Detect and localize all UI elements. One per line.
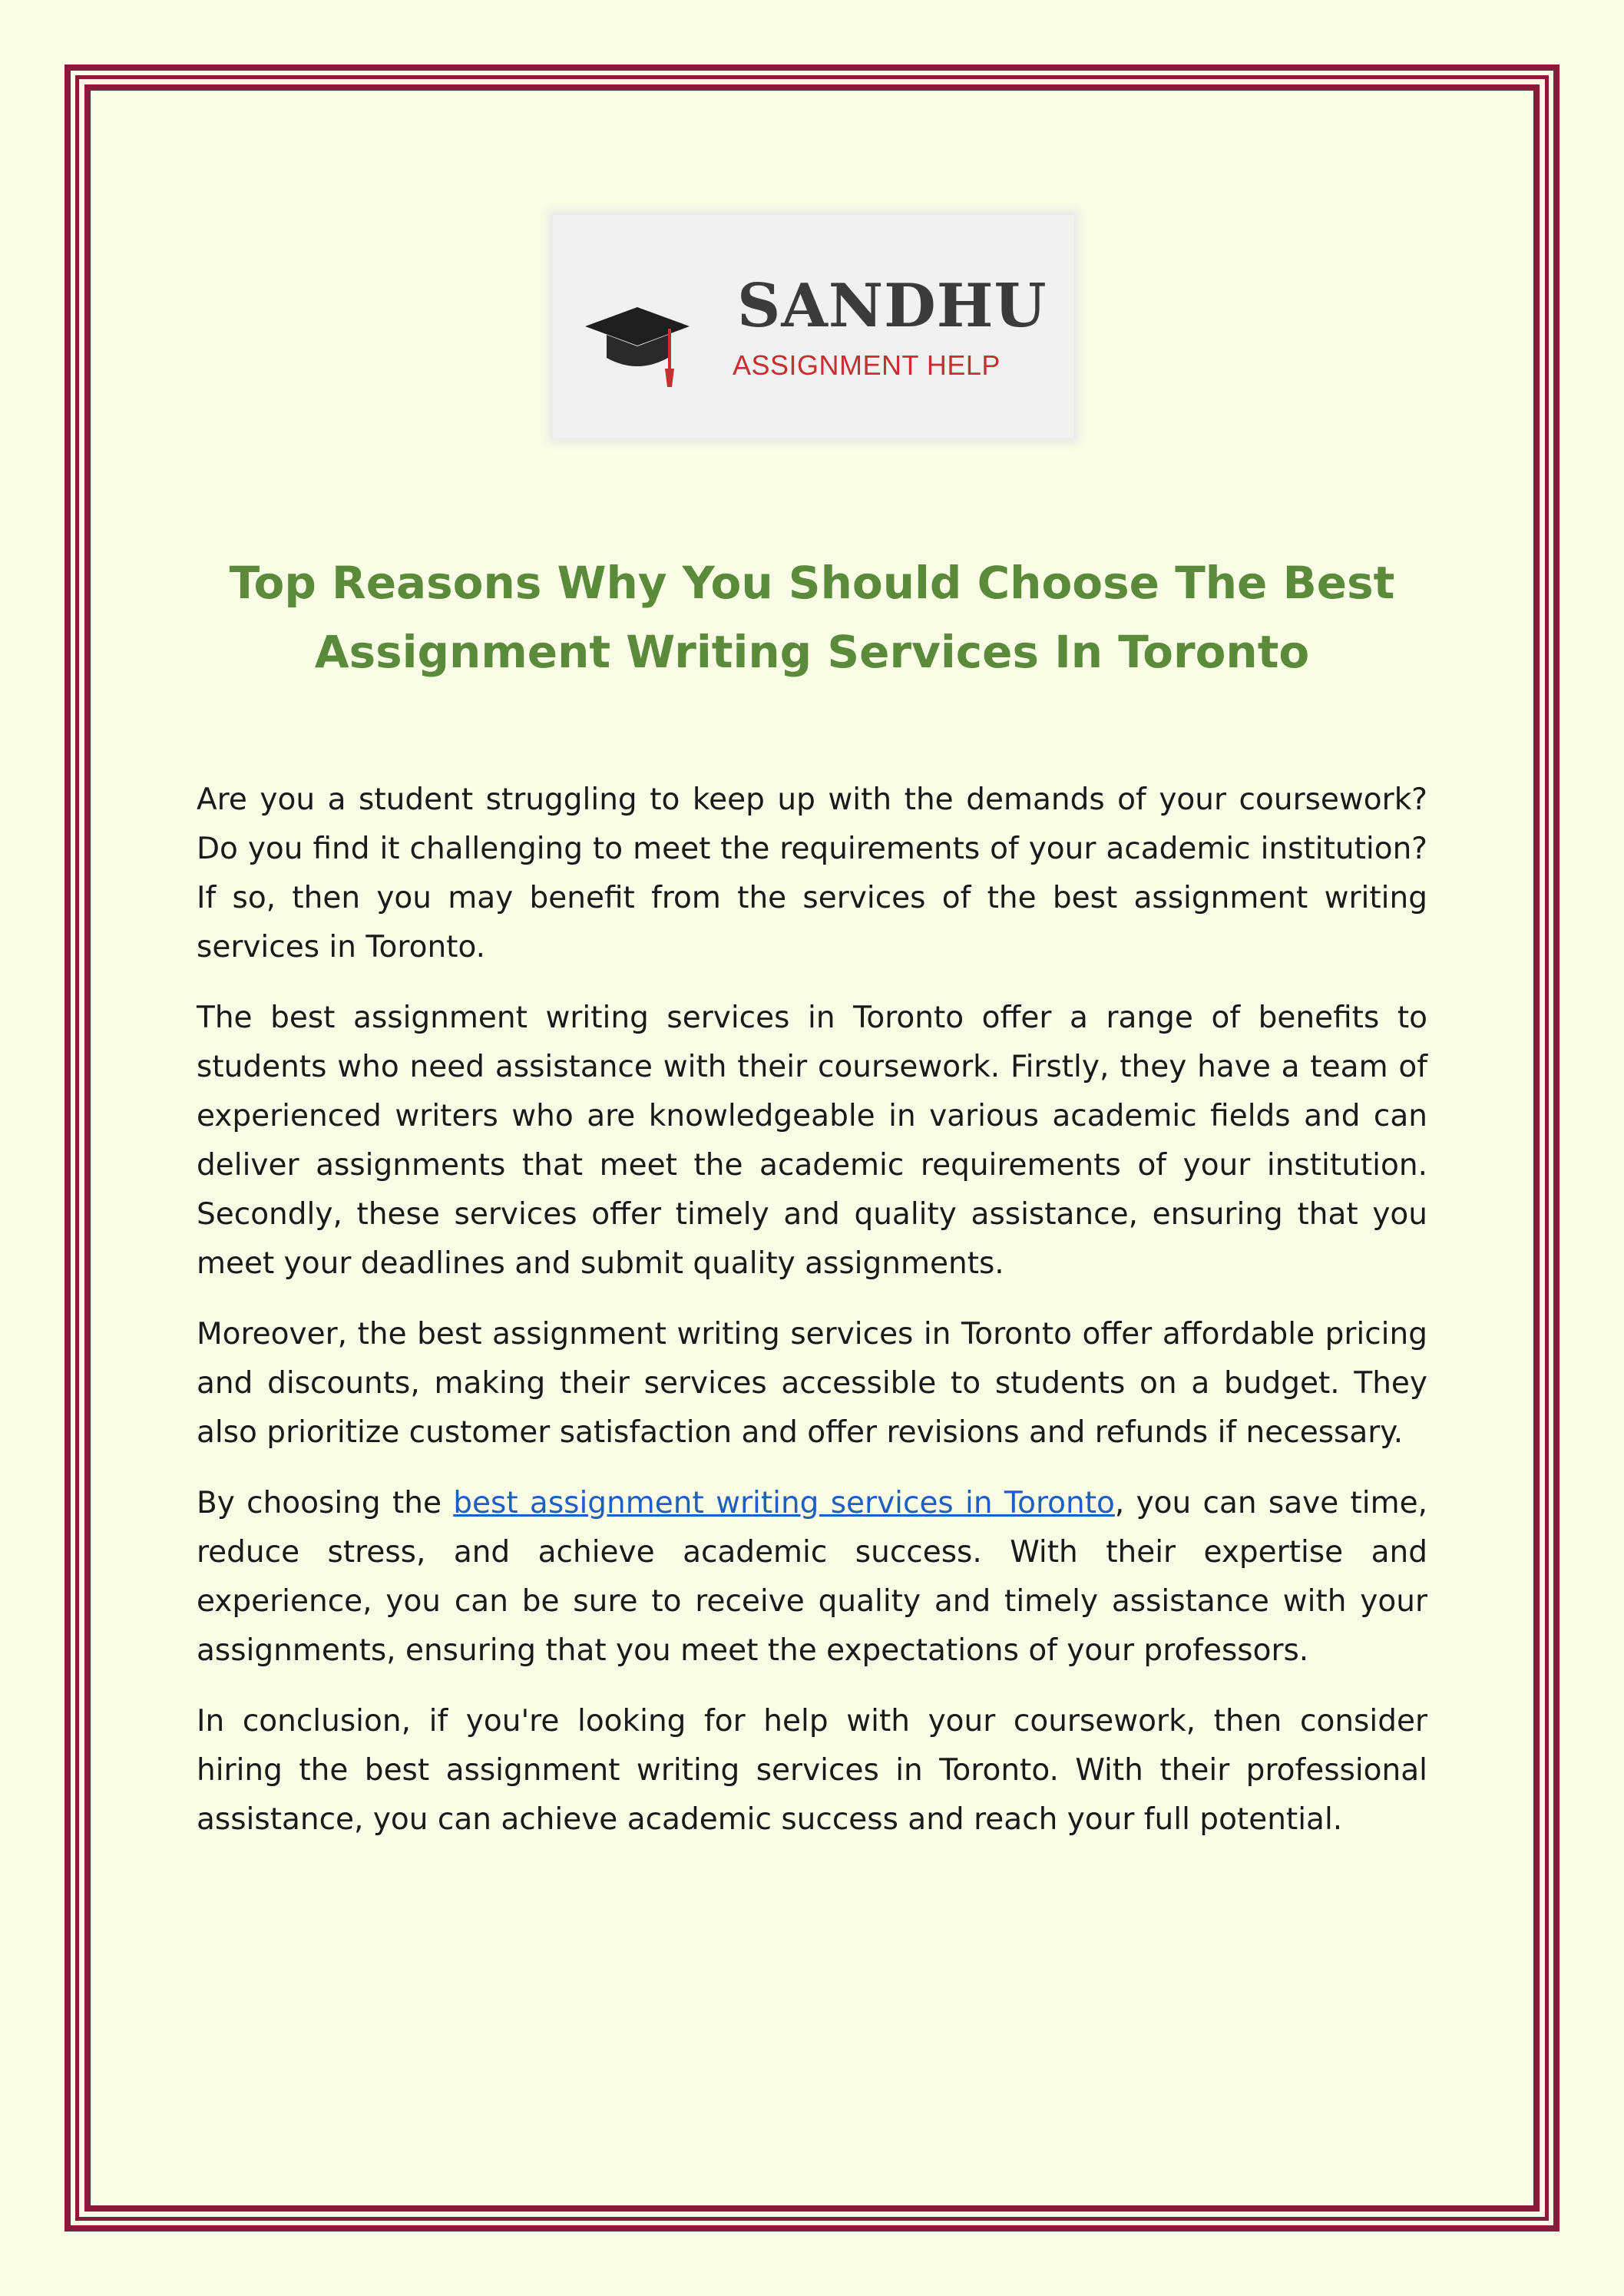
graduation-cap-icon bbox=[584, 284, 691, 392]
paragraph-choosing-lead: By choosing the bbox=[197, 1486, 454, 1520]
services-link[interactable]: best assignment writing services in Toronto bbox=[453, 1486, 1115, 1520]
logo-tagline: ASSIGNMENT HELP bbox=[733, 349, 1001, 381]
article-body bbox=[197, 776, 1427, 1866]
logo-name: SANDHU bbox=[737, 271, 1047, 341]
paragraph-intro: Are you a student struggling to keep up with the demands of your coursework? Do you find it challenging to meet the requirements of your academic institution? If so, then you may benefit from the services of the best assignment writing services in Toronto. bbox=[197, 782, 1427, 964]
paragraph-conclusion: In conclusion, if you're looking for help with your coursework, then consider hiring the best assignment writing services in Toronto. With their professional assistance, you can achieve academic success and reach your full potential. bbox=[197, 1704, 1427, 1837]
paragraph-choosing-rest: , you can save time, reduce stress, and achieve academic success. With their expertise and experience, you can be sure to receive quality and timely assistance with your assignments, ensuring that you meet the expectations of your professors. bbox=[197, 1486, 1427, 1668]
page-title-line-1: Top Reasons Why You Should Choose The Best bbox=[229, 557, 1395, 609]
paragraph-choosing bbox=[197, 1479, 1427, 1676]
page-title-line-2: Assignment Writing Services In Toronto bbox=[314, 626, 1310, 678]
paragraph-pricing: Moreover, the best assignment writing services in Toronto offer affordable pricing and discounts, making their services accessible to students on a budget. They also prioritize customer satisfaction and offer revisions and refunds if necessary. bbox=[197, 1317, 1427, 1450]
page-title bbox=[184, 548, 1440, 686]
logo bbox=[553, 215, 1073, 438]
paragraph-benefits: The best assignment writing services in Toronto offer a range of benefits to students who need assistance with their coursework. Firstly, they have a team of experienced writers who are knowledgeable in various academic fields and can deliver assignments that meet the academic requirements of your institution. Secondly, these services offer timely and quality assistance, ensuring that you meet your deadlines and submit quality assignments. bbox=[197, 1001, 1427, 1281]
